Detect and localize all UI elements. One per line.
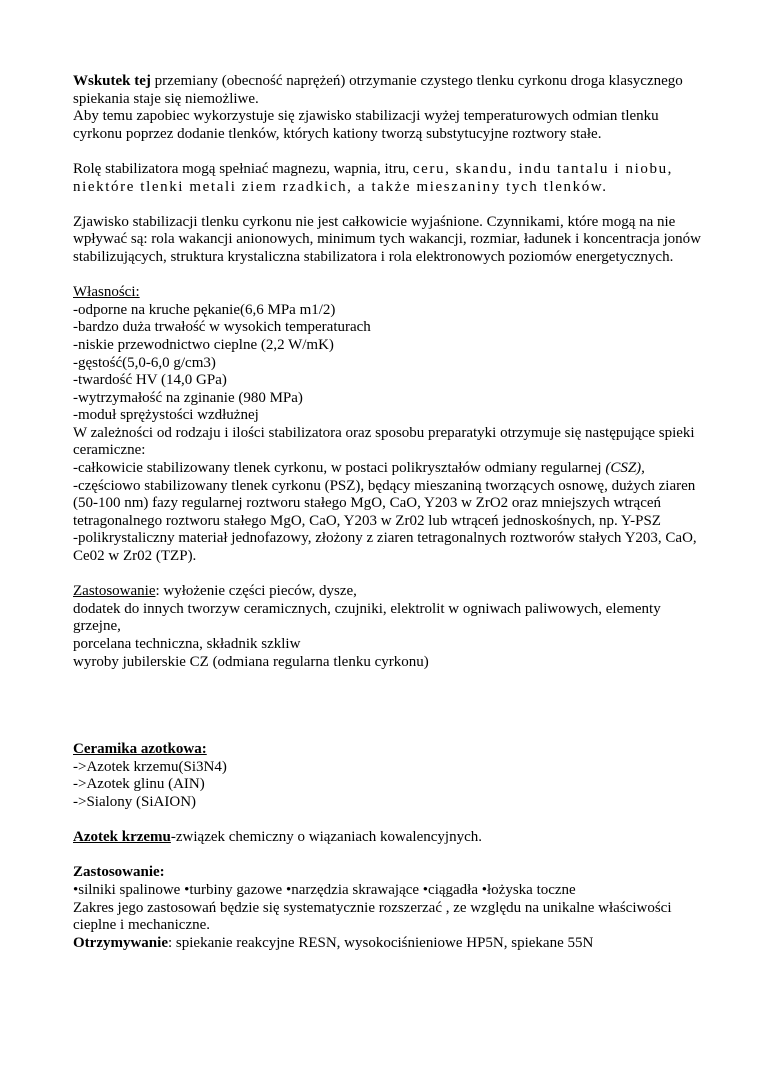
paragraph-stabilization: Aby temu zapobiec wykorzystuje się zjawisko stabilizacji wyżej temperaturowych odmian tlenku cyrkonu poprzez dodanie tlenków, których kationy tworzą substytucyjne roztwory stałe.: [73, 108, 659, 142]
ceramics-intro: W zależności od rodzaju i ilości stabilizatora oraz sposobu preparatyki otrzymuje się następujące spieki ceramiczne:: [73, 424, 695, 459]
nitride-heading: Ceramika azotkowa:: [73, 741, 207, 758]
properties-heading: Własności:: [73, 284, 140, 301]
property-item: -bardzo duża trwałość w wysokich temperaturach: [73, 319, 371, 336]
silicon-nitride-term: Azotek krzemu: [73, 829, 171, 846]
nitride-item: ->Azotek glinu (AIN): [73, 776, 205, 793]
usage-line: dodatek do innych tworzyw ceramicznych, czujniki, elektrolit w ogniwach paliwowych, elementy grzejne,: [73, 600, 661, 635]
nitride-item: ->Azotek krzemu(Si3N4): [73, 758, 227, 775]
property-item: -wytrzymałość na zginanie (980 MPa): [73, 389, 303, 406]
property-item: -gęstość(5,0-6,0 g/cm3): [73, 354, 216, 371]
silicon-usage-note: Zakres jego zastosowań będzie się systematycznie rozszerzać , ze względu na unikalne właściwości cieplne i mechaniczne.: [73, 899, 672, 934]
property-item: -odporne na kruche pękanie(6,6 MPa m1/2): [73, 301, 336, 318]
usage-line: wyroby jubilerskie CZ (odmiana regularna tlenku cyrkonu): [73, 653, 429, 670]
usage-line: porcelana techniczna, składnik szkliw: [73, 636, 301, 652]
paragraph-lead: Wskutek tej: [73, 73, 151, 89]
paragraph-text: przemiany (obecność naprężeń) otrzymanie czystego tlenku cyrkonu droga klasycznego spiekania staje się niemożliwe.: [73, 73, 683, 107]
ceramics-psz: -częściowo stabilizowany tlenek cyrkonu (PSZ), będący mieszaniną tworzących osnowę, dużych ziaren (50-100 nm) fazy regularnej roztworu stałego MgO, CaO, Y203 w ZrO2 oraz mniejszych wtrąceń tetragonalnego roztworu stałego MgO, CaO, Y203 w Zr02 lub wtrąceń jednoskośnych, np. Y-PSZ: [73, 477, 696, 529]
paragraph-mechanism: Zjawisko stabilizacji tlenku cyrkonu nie jest całkowicie wyjaśnione. Czynnikami, które mogą na nie wpływać są: rola wakancji anionowych, minimum tych wakancji, rozmiar, ładunek i koncentracja jonów stabilizujących, struktura krystaliczna stabilizatora i rola elektronowych poziomów energetycznych.: [73, 213, 701, 265]
silicon-obtaining: Otrzymywanie: spiekanie reakcyjne RESN, wysokociśnieniowe HP5N, spiekane 55N: [73, 934, 594, 951]
property-item: -niskie przewodnictwo cieplne (2,2 W/mK): [73, 336, 334, 353]
silicon-usage-heading: Zastosowanie:: [73, 864, 165, 881]
paragraph-stabilizers: Rolę stabilizatora mogą spełniać magnezu, wapnia, itru, ceru, skandu, indu tantalu i niobu, niektóre tlenki metali ziem rzadkich, a także mieszaniny tych tlenków.: [73, 160, 674, 195]
usage-line: Zastosowanie: wyłożenie części pieców, dysze,: [73, 583, 357, 600]
usage-heading: Zastosowanie: [73, 583, 156, 600]
document-body: [73, 73, 703, 952]
ceramics-tzp: -polikrystaliczny materiał jednofazowy, złożony z ziaren tetragonalnych roztworów stałych Y203, CaO, Ce02 w Zr02 (TZP).: [73, 530, 697, 565]
property-item: -twardość HV (14,0 GPa): [73, 372, 227, 389]
paragraph-transformation: [73, 73, 703, 108]
property-item: -moduł sprężystości wzdłużnej: [73, 407, 259, 424]
obtaining-label: Otrzymywanie: [73, 934, 168, 951]
nitride-item: ->Sialony (SiAION): [73, 793, 197, 810]
silicon-nitride-definition: Azotek krzemu-związek chemiczny o wiązaniach kowalencyjnych.: [73, 829, 482, 846]
ceramics-csz: -całkowicie stabilizowany tlenek cyrkonu, w postaci polikryształów odmiany regularnej (CSZ),: [73, 460, 645, 477]
silicon-usage-bullets: •silniki spalinowe •turbiny gazowe •narzędzia skrawające •ciągadła •łożyska toczne: [73, 881, 576, 898]
